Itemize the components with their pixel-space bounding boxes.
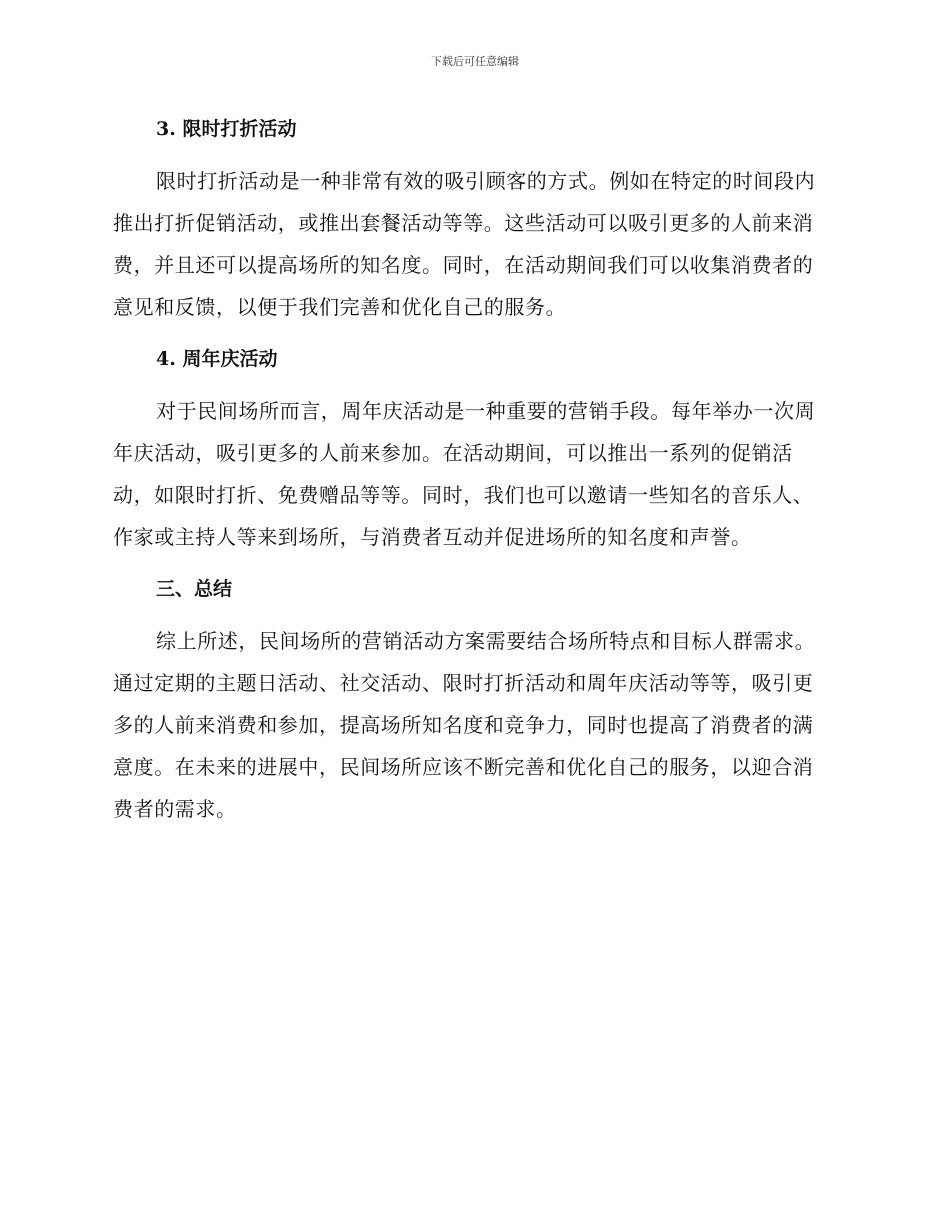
section-paragraph-sale: 限时打折活动是一种非常有效的吸引顾客的方式。例如在特定的时间段内推出打折促销活动，或推出套餐活动等等。这些活动可以吸引更多的人前来消费，并且还可以提高场所的知名度。同时，在活动期间我们可以收集消费者的意见和反馈，以便于我们完善和优化自己的服务。: [113, 169, 816, 319]
section-paragraph-anniversary: 对于民间场所而言，周年庆活动是一种重要的营销手段。每年举办一次周年庆活动，吸引更多的人前来参加。在活动期间，可以推出一系列的促销活动，如限时打折、免费赠品等等。同时，我们也可以邀请一些知名的音乐人、作家或主持人等来到场所，与消费者互动并促进场所的知名度和声誉。: [113, 399, 816, 549]
section-heading-summary: 三、总结: [156, 578, 233, 600]
document-body: [113, 108, 831, 830]
section-heading-anniversary: 4. 周年庆活动: [156, 348, 278, 370]
section-paragraph-summary: 综上所述，民间场所的营销活动方案需要结合场所特点和目标人群需求。通过定期的主题日活动、社交活动、限时打折活动和周年庆活动等等，吸引更多的人前来消费和参加，提高场所知名度和竞争力，同时也提高了消费者的满意度。在未来的进展中，民间场所应该不断完善和优化自己的服务，以迎合消费者的需求。: [113, 629, 816, 821]
page-header: 下载后可任意编辑: [431, 55, 519, 68]
section-heading-sale: 3. 限时打折活动: [156, 118, 297, 140]
